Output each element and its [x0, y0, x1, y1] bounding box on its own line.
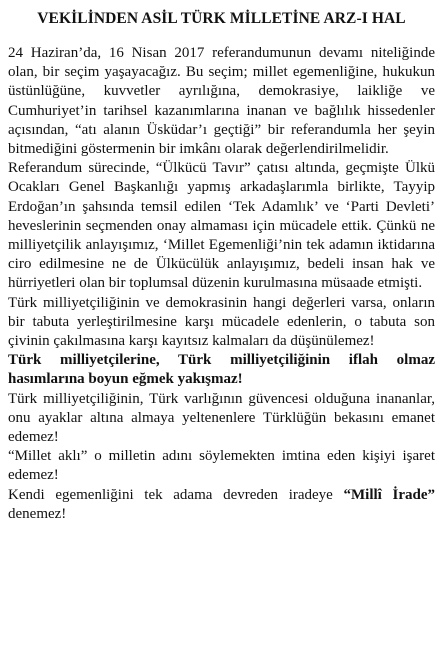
- paragraph-6: “Millet aklı” o milletin adını söylemekten imtina eden kişiyi işaret edemez!: [8, 448, 435, 484]
- document-title: VEKİLİNDEN ASİL TÜRK MİLLETİNE ARZ-I HAL: [37, 10, 406, 27]
- paragraph-7: [8, 486, 435, 524]
- paragraph-2: Referandum sürecinde, “Ülkücü Tavır” çatısı altında, geçmişte Ülkü Ocakları Genel Başkanlığı yapmış arkadaşlarımla birlikte, Tayyip Erdoğan’ın şahsında temsil edilen ‘Tek Adamlık’ ve ‘Parti Devleti’ heveslerinin seçmenden onay almaması için mücadele ettik. Çünkü ne milliyetçilik anlayışımız, ‘Millet Egemenliği’nin tek adamın iktidarına ciro edilmesine ne de Ülkücülük anlayışımız, bedeli insan hak ve hürriyetleri olan bir toplumsal düzenin kurulmasına müsaade etmişti.: [8, 160, 435, 292]
- paragraph-7-text-before: Kendi egemenliğini tek adama devreden iradeye: [8, 486, 344, 503]
- paragraph-3: Türk milliyetçiliğinin ve demokrasinin hangi değerleri varsa, onların bir tabuta yerleştirilmesine karşı mücadele edenlerin, o tabuta son çivinin çakılmasına karşı kayıtsız kalmaları da düşünülemez!: [8, 294, 435, 350]
- paragraph-7-bold-phrase: “Millî İrade”: [343, 486, 435, 503]
- paragraph-5: Türk milliyetçiliğinin, Türk varlığının güvencesi olduğuna inananlar, onu ayaklar altına almaya yeltenenlere Türklüğün bekasını emanet edemez!: [8, 390, 435, 446]
- paragraph-1: 24 Haziran’da, 16 Nisan 2017 referandumunun devamı niteliğinde olan, bir seçim yaşayacağız. Bu seçim; millet egemenliğine, hukukun üstünlüğüne, kuvvetler ayrılığına, demokrasiye, laikliğe ve Cumhuriyet’in tarihsel kazanımlarına inanan ve bağlılık hissedenler açısından, “atı alanın Üsküdar’ı geçtiği” bir referandumla her şeyin bitmediğini göstermenin bir imkânı olarak değerlendirilmelidir.: [8, 45, 435, 158]
- paragraph-4-bold-statement: Türk milliyetçilerine, Türk milliyetçiliğinin iflah olmaz hasımlarına boyun eğmek yakışmaz!: [8, 352, 435, 388]
- paragraph-7-text-after: denemez!: [8, 505, 67, 522]
